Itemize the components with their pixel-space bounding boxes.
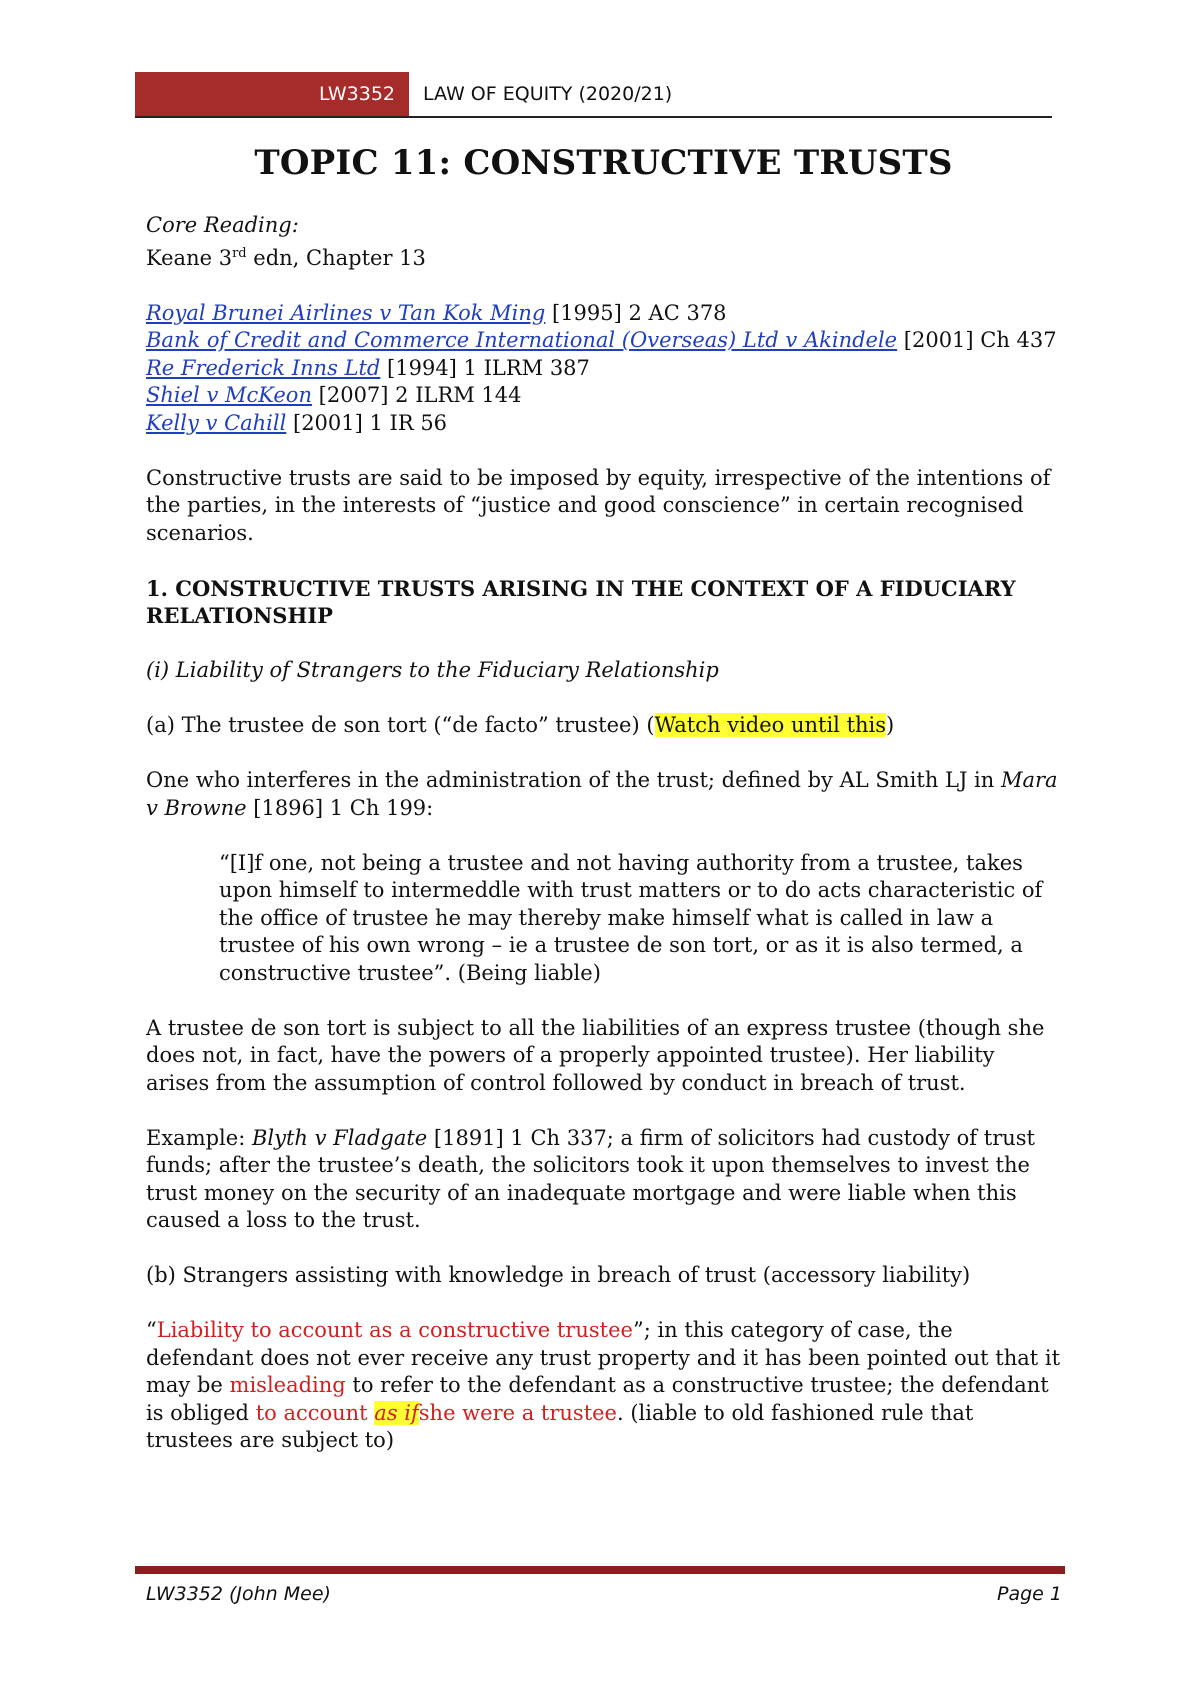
keane-edn: edn, Chapter 13 [246,245,426,270]
example-text: [1891] 1 Ch 337; a firm of solicitors had custody of trust funds; after the trustee’s death, the solicitors took it upon themselves to invest the trust money on the security of an inadequate mortgage and were liable when this caused a loss to the trust. [146,1125,1035,1232]
example-paragraph [146,1125,1061,1235]
highlighted-red-emphasis: as if [374,1400,419,1425]
interferes-text: One who interferes in the administration of the trust; defined by AL Smith LJ in [146,768,1001,792]
keane-sup: rd [232,245,247,261]
interferes-paragraph [146,767,1061,822]
case-name: Blyth v Fladgate [251,1125,428,1150]
case-item [146,356,590,380]
case-citation: [2007] 2 ILRM 144 [311,383,522,407]
case-link[interactable]: Kelly v Cahill [146,410,287,435]
sub-heading-a-text: (a) The trustee de son tort (“de facto” trustee) ( [146,713,655,737]
case-name: Mara v Browne [146,768,1058,820]
case-item [146,411,447,435]
case-link[interactable]: Bank of Credit and Commerce International (Overseas) Ltd v Akindele [146,328,898,352]
case-link[interactable]: Royal Brunei Airlines v Tan Kok Ming [146,300,546,325]
account-paragraph [146,1317,1061,1455]
core-reading [146,212,1061,272]
page-number: Page 1 [997,1583,1062,1605]
core-reading-label: Core Reading: [146,213,299,237]
sub-heading-a [146,712,1061,740]
case-citation: [1994] 1 ILRM 387 [380,355,590,380]
case-link[interactable]: Re Frederick Inns Ltd [146,355,381,380]
case-list [146,300,1061,438]
interferes-citation: [1896] 1 Ch 199: [246,795,434,820]
red-emphasis: to account [255,1400,375,1425]
case-item [146,328,1057,352]
course-code-badge: LW3352 [135,72,409,116]
account-text: ”; in this category of case, the defendant does not ever receive any trust property and it has been pointed out that it may be [146,1318,1061,1397]
red-emphasis: she were a trustee [418,1400,617,1425]
keane-text: Keane 3 [146,245,233,270]
case-item [146,301,727,325]
case-citation: [1995] 2 AC 378 [545,300,727,325]
course-title: LAW OF EQUITY (2020/21) [423,83,673,105]
page-footer [146,1583,1062,1611]
keane-reference [146,246,426,270]
footer-rule [135,1566,1065,1574]
liabilities-paragraph: A trustee de son tort is subject to all the liabilities of an express trustee (though she does not, in fact, have the powers of a properly appointed trustee). Her liability arises from the assumption of control followed by conduct in breach of trust. [146,1015,1045,1095]
account-text: to refer to the defendant as a constructive trustee; the defendant is obliged [146,1373,1049,1425]
page-header [135,72,1052,118]
sub-heading-a-close: ) [886,713,895,737]
subheading: (i) Liability of Strangers to the Fiduciary Relationship [146,658,719,682]
sub-heading-b: (b) Strangers assisting with knowledge in breach of trust (accessory liability) [146,1263,971,1287]
red-emphasis: Liability to account as a constructive trustee [156,1318,633,1342]
block-quote: “[I]f one, not being a trustee and not having authority from a trustee, takes upon himself to intermeddle with trust matters or to do acts characteristic of the office of trustee he may thereby make himself what is called in law a trustee of his own wrong – ie a trustee de son tort, or as it is also termed, a constructive trustee”. (Being liable) [219,850,1043,985]
section-heading: 1. CONSTRUCTIVE TRUSTS ARISING IN THE CONTEXT OF A FIDUCIARY RELATIONSHIP [146,575,1016,628]
account-text: . (liable to old fashioned rule that trustees are subject to) [146,1400,974,1452]
case-citation: [2001] Ch 437 [897,328,1057,352]
example-label: Example: [146,1125,252,1150]
case-link[interactable]: Shiel v McKeon [146,383,312,407]
document-body [146,140,1061,1482]
case-citation: [2001] 1 IR 56 [286,410,448,435]
page-title: TOPIC 11: CONSTRUCTIVE TRUSTS [254,143,953,183]
footer-author: LW3352 (John Mee) [146,1583,331,1605]
intro-paragraph: Constructive trusts are said to be imposed by equity, irrespective of the intentions of the parties, in the interests of “justice and good conscience” in certain recognised scenarios. [146,465,1051,545]
case-item [146,383,522,407]
quote-open: “ [146,1318,157,1342]
highlighted-note: Watch video until this [654,713,887,737]
red-emphasis: misleading [229,1373,346,1397]
